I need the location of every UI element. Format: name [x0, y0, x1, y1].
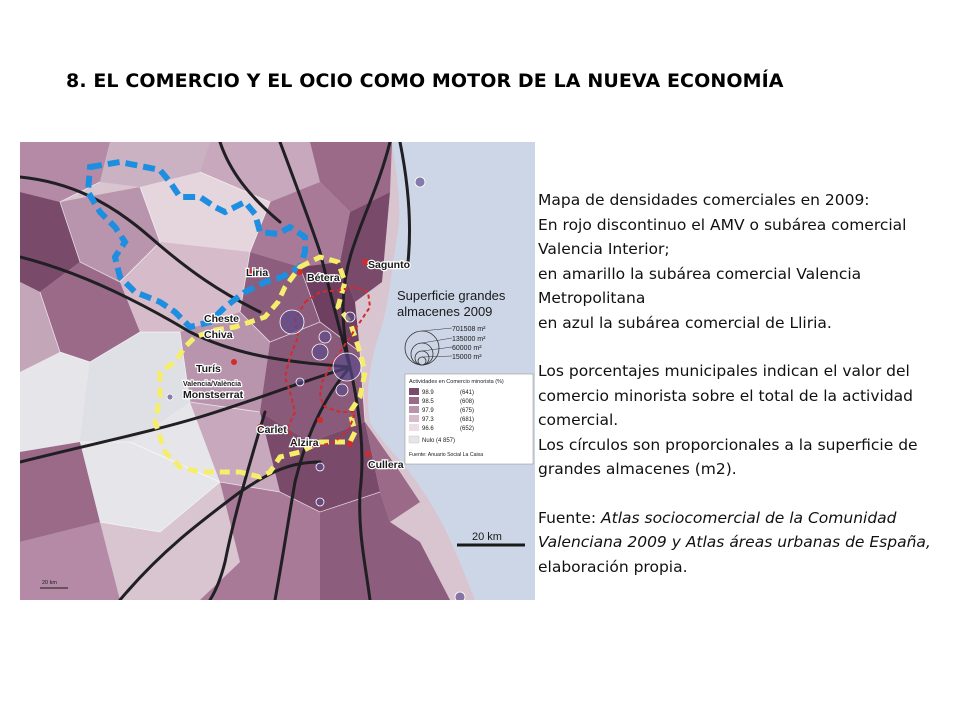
legend-count: (608)	[460, 399, 475, 405]
source-tail: elaboración propia.	[538, 557, 688, 576]
description-circles: Los círculos son proporcionales a la superficie de grandes almacenes (m2).	[538, 435, 918, 478]
legend-value: 97.9	[422, 408, 434, 414]
circles-legend-title-1: Superficie grandes	[397, 288, 506, 303]
legend-count: (675)	[460, 408, 475, 414]
circles-legend-value-1: 701508 m²	[452, 326, 486, 333]
map-description	[538, 188, 958, 579]
label-alzira: Alzira	[290, 437, 319, 449]
choropleth-legend	[405, 374, 533, 464]
choropleth-legend-source: Fuente: Anuario Social La Caixa	[409, 452, 484, 458]
label-sagunto: Sagunto	[368, 259, 410, 271]
label-cullera: Cullera	[368, 459, 404, 471]
source-title: Atlas sociocomercial de la Comunidad Valenciana 2009 y Atlas áreas urbanas de España,	[538, 508, 931, 551]
label-turis: Turís	[196, 363, 221, 375]
legend-swatch	[409, 397, 419, 404]
description-line-2: En rojo discontinuo el AMV o subárea comercial Valencia Interior;	[538, 215, 907, 258]
legend-swatch	[409, 424, 419, 431]
circles-legend-title-2: almacenes 2009	[397, 304, 493, 319]
label-cheste: Cheste	[204, 313, 240, 325]
legend-swatch	[409, 415, 419, 422]
legend-count: (681)	[460, 417, 475, 423]
slide-title: 8. EL COMERCIO Y EL OCIO COMO MOTOR DE LA NUEVA ECONOMÍA	[66, 70, 784, 92]
description-line-3: en amarillo la subárea comercial Valencia Metropolitana	[538, 264, 862, 307]
choropleth-legend-title: Actividades en Comercio minorista (%)	[409, 379, 504, 385]
scale-bar-label: 20 km	[472, 531, 502, 543]
description-source	[538, 506, 958, 580]
commercial-density-map	[20, 142, 535, 600]
label-chiva: Chiva	[204, 329, 233, 341]
label-valencia: Valencia/València	[183, 381, 241, 388]
legend-count: (652)	[460, 426, 475, 432]
legend-swatch	[409, 406, 419, 413]
legend-value: 98.5	[422, 399, 434, 405]
description-percentages: Los porcentajes municipales indican el valor del comercio minorista sobre el total de la actividad comercial.	[538, 362, 914, 429]
label-monstserrat: Monstserrat	[183, 389, 244, 401]
circles-legend-value-3: 60000 m²	[452, 345, 482, 352]
legend-value: 97.3	[422, 417, 434, 423]
legend-swatch	[409, 388, 419, 395]
small-scale-bar-label: 20 km	[42, 580, 57, 586]
circles-legend-value-2: 135000 m²	[452, 336, 486, 343]
legend-value: 96.6	[422, 426, 434, 432]
circles-legend-value-4: 15000 m²	[452, 354, 482, 361]
label-betera: Bétera	[307, 272, 340, 284]
description-line-4: en azul la subárea comercial de Lliria.	[538, 313, 832, 332]
label-carlet: Carlet	[257, 424, 287, 436]
label-liria: Liria	[246, 267, 269, 279]
description-line-1: Mapa de densidades comerciales en 2009:	[538, 191, 870, 209]
legend-value: 98.9	[422, 390, 434, 396]
source-label: Fuente:	[538, 508, 602, 527]
legend-count: (641)	[460, 390, 475, 396]
choropleth-legend-nulo: Nulo (4 857)	[422, 438, 456, 444]
